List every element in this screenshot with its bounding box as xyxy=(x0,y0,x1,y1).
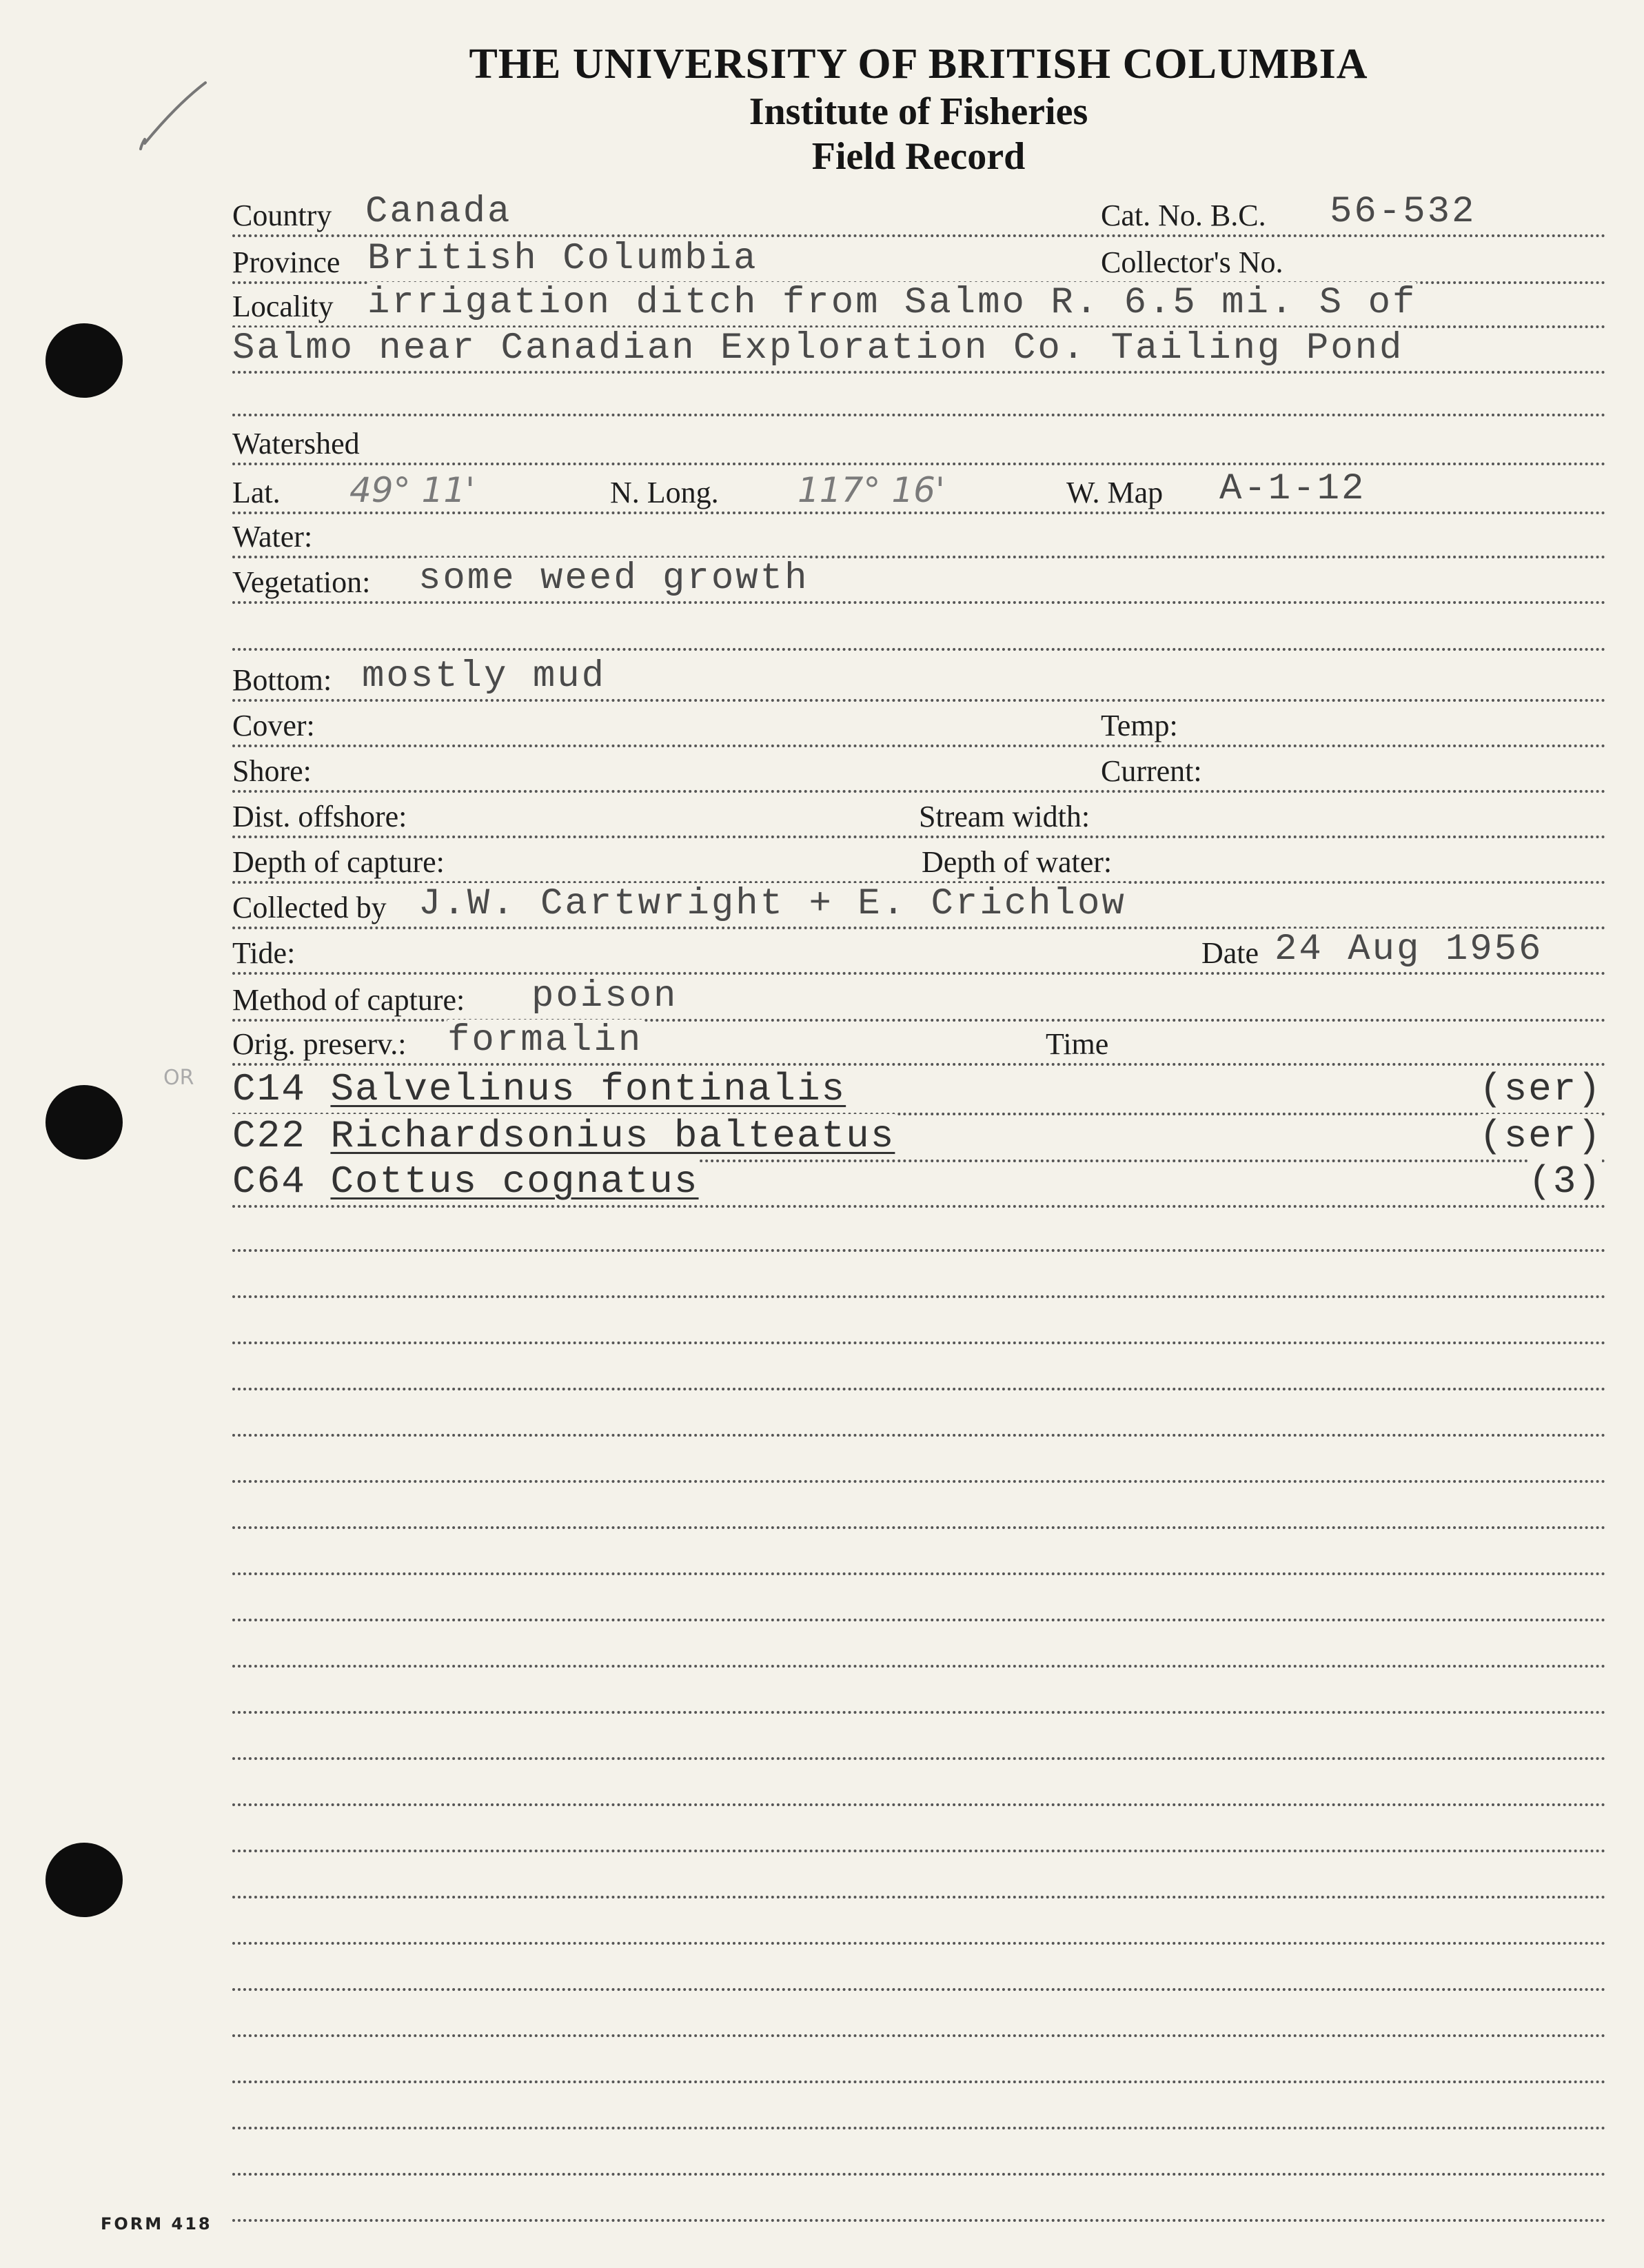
species-code: C22 xyxy=(232,1114,306,1158)
blank-line xyxy=(232,1993,1606,2037)
method-label: Method of capture: xyxy=(232,982,467,1017)
species-count: (3) xyxy=(1528,1160,1602,1204)
row-water xyxy=(232,509,1606,558)
species-count: (ser) xyxy=(1479,1114,1602,1158)
species-row xyxy=(232,1066,1606,1115)
blank-line xyxy=(232,1577,1606,1621)
long-label: N. Long. xyxy=(610,475,722,510)
species-row xyxy=(232,1158,1606,1208)
blank-line xyxy=(232,2085,1606,2129)
species-count: (ser) xyxy=(1479,1067,1602,1111)
lat-label: Lat. xyxy=(232,475,283,510)
country-value: Canada xyxy=(365,191,512,233)
stream-width-label: Stream width: xyxy=(919,799,1093,834)
orig-preserv-value: formalin xyxy=(447,1020,643,1062)
map-label: W. Map xyxy=(1066,475,1166,510)
blank-line xyxy=(232,1947,1606,1991)
blank-line xyxy=(232,1300,1606,1344)
long-value: 117° 16' xyxy=(798,470,945,510)
blank-line xyxy=(232,607,1606,651)
cat-no-label: Cat. No. B.C. xyxy=(1101,198,1269,233)
blank-line xyxy=(232,1901,1606,1945)
locality-label: Locality xyxy=(232,289,336,324)
row-country xyxy=(232,188,1606,237)
blank-line xyxy=(232,1808,1606,1852)
species-code: C64 xyxy=(232,1160,306,1204)
margin-note: OR xyxy=(163,1066,194,1090)
row-depth xyxy=(232,834,1606,884)
blank-line xyxy=(232,2132,1606,2176)
species-row xyxy=(232,1113,1606,1162)
time-label: Time xyxy=(1046,1026,1111,1062)
blank-line xyxy=(232,1854,1606,1899)
species-name: Salvelinus fontinalis xyxy=(330,1067,846,1111)
blank-line xyxy=(232,2039,1606,2083)
collected-by-value: J.W. Cartwright + E. Crichlow xyxy=(418,883,1126,925)
blank-line xyxy=(232,1531,1606,1575)
blank-line xyxy=(232,1762,1606,1806)
punch-hole xyxy=(45,1843,123,1917)
blank-line xyxy=(232,1716,1606,1760)
vegetation-value: some weed growth xyxy=(418,558,809,600)
row-locality-1 xyxy=(232,279,1606,328)
water-label: Water: xyxy=(232,519,315,554)
watershed-label: Watershed xyxy=(232,426,363,461)
record-title: Field Record xyxy=(811,135,1026,178)
bottom-label: Bottom: xyxy=(232,662,334,698)
province-value: British Columbia xyxy=(367,238,758,280)
lat-value: 49° 11' xyxy=(349,470,475,510)
row-province xyxy=(232,234,1606,284)
tide-label: Tide: xyxy=(232,935,298,971)
species-entry xyxy=(232,1160,699,1204)
row-method xyxy=(232,972,1606,1022)
species-name: Cottus cognatus xyxy=(330,1160,699,1204)
row-watershed xyxy=(232,416,1606,465)
blank-line xyxy=(232,1254,1606,1298)
map-value: A-1-12 xyxy=(1219,468,1366,510)
institute-title: Institute of Fisheries xyxy=(749,90,1088,133)
orig-preserv-label: Orig. preserv.: xyxy=(232,1026,409,1062)
university-title: THE UNIVERSITY OF BRITISH COLUMBIA xyxy=(469,41,1368,88)
row-bottom xyxy=(232,652,1606,702)
form-number: FORM 418 xyxy=(101,2214,212,2234)
blank-line xyxy=(232,2178,1606,2222)
species-name: Richardsonius balteatus xyxy=(330,1114,895,1158)
depth-capture-label: Depth of capture: xyxy=(232,844,447,880)
row-collected-by xyxy=(232,880,1606,929)
dist-offshore-label: Dist. offshore: xyxy=(232,799,409,834)
row-lat-long xyxy=(232,465,1606,514)
temp-label: Temp: xyxy=(1101,708,1181,743)
current-label: Current: xyxy=(1101,753,1205,789)
species-entry xyxy=(232,1067,846,1111)
locality-value-line2: Salmo near Canadian Exploration Co. Tailing Pond xyxy=(232,327,1404,369)
species-entry xyxy=(232,1114,895,1158)
country-label: Country xyxy=(232,198,334,233)
collectors-no-label: Collector's No. xyxy=(1101,245,1286,280)
blank-line xyxy=(232,1208,1606,1252)
blank-line xyxy=(232,1346,1606,1390)
blank-line xyxy=(232,1623,1606,1668)
row-cover xyxy=(232,698,1606,747)
date-value: 24 Aug 1956 xyxy=(1275,929,1543,971)
row-tide xyxy=(232,925,1606,975)
vegetation-label: Vegetation: xyxy=(232,565,373,600)
date-label: Date xyxy=(1201,935,1261,971)
collected-by-label: Collected by xyxy=(232,890,389,925)
blank-line xyxy=(232,1393,1606,1437)
locality-value-line1: irrigation ditch from Salmo R. 6.5 mi. S of xyxy=(367,282,1417,324)
blank-line xyxy=(232,1439,1606,1483)
bottom-value: mostly mud xyxy=(362,656,607,698)
blank-line xyxy=(232,1485,1606,1529)
punch-hole xyxy=(45,323,123,398)
row-shore xyxy=(232,743,1606,793)
row-locality-2 xyxy=(232,324,1606,374)
cat-no-value: 56-532 xyxy=(1330,191,1476,233)
row-dist-offshore xyxy=(232,789,1606,838)
row-orig-preserv xyxy=(232,1016,1606,1066)
row-vegetation xyxy=(232,554,1606,604)
province-label: Province xyxy=(232,245,343,280)
blank-line xyxy=(232,1670,1606,1714)
depth-water-label: Depth of water: xyxy=(922,844,1115,880)
cover-label: Cover: xyxy=(232,708,318,743)
punch-hole xyxy=(45,1085,123,1160)
shore-label: Shore: xyxy=(232,753,314,789)
method-value: poison xyxy=(531,975,678,1017)
blank-line xyxy=(232,372,1606,416)
species-code: C14 xyxy=(232,1067,306,1111)
